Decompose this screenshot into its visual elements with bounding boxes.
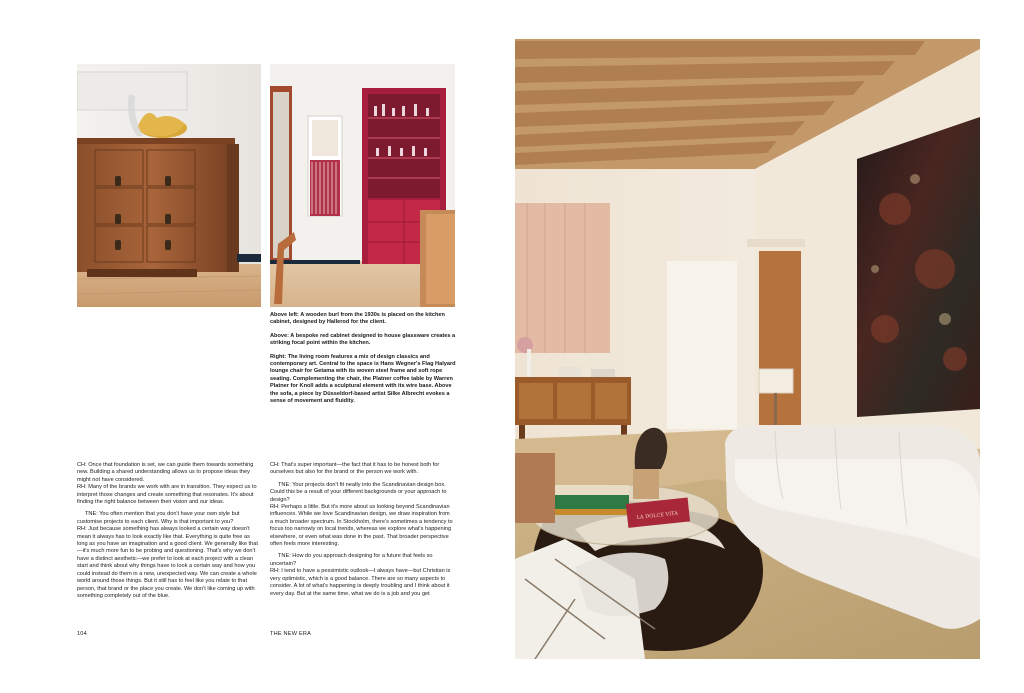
interview-answer: RH: Just because something has always looked a certain way doesn't mean it always has to look exactly like that. Everything is quite free as long as you have an imagination and a good client. We generally like that—it's much more fun to be probing and questioning. That's why we don't have a distinct aesthetic—we prefer to look at each project with a clean start and think about why things have to look a certain way and how you could instead do them in a new, unexpected way. We can create a whole world around those things. But it still has to feel like you relate to that person, that brand or the place you create. We don't like coming up with something completely out of the blue. [77,526,258,599]
book-title-text: LA DOLCE VITA [636,510,679,521]
photo-red-cabinet [270,64,455,307]
interview-answer: RH: Many of the brands we work with are in transition. They expect us to interpret those changes and create something that resonates. It's about finding the right balance between their vision and our ideas. [77,484,257,506]
body-column-2 [270,462,454,598]
interview-answer: CH: That's super important—the fact that it has to be honest both for ourselves but also for the brand or the person we work with. [270,462,440,476]
interview-question: TNE: You often mention that you don't have your own style but customise projects to each client. Why is that important to you? [77,511,240,525]
interview-question: TNE: How do you approach designing for a future that feels so uncertain? [270,553,433,567]
page-number: 104 [77,631,87,637]
interview-answer: RH: Perhaps a little. But it's more about us looking beyond Scandinavian influences. While we love Scandinavian design, we draw inspiration from a much broader spectrum. In Stockholm, there's sometimes a tendency to focus too narrowly on local trends, whereas we explore what's happening elsewhere, or even what was done in the past. That broader perspective often feels more interesting. [270,504,453,548]
photo-wooden-cabinet [77,64,261,307]
photo-living-room [515,39,980,659]
caption-above-left: Above left: A wooden burl from the 1930s is placed on the kitchen cabinet, designed by Hallerod for the client. [270,312,445,326]
interview-answer: RH: I tend to have a pessimistic outlook—I always have—but Christian is very optimistic, which is a good balance. There are so many aspects to consider. A lot of what's happening is deeply troubling and I think about it every day. But at the same time, what we do is a job and you get [270,568,451,597]
interview-question: TNE: Your projects don't fit neatly into the Scandinavian design box. Could this be a result of your different backgrounds or your approach to design? [270,481,447,503]
interview-answer: CH: Once that foundation is set, we can guide them towards something new. Building a shared understanding allows us to propose ideas they might not have considered. [77,462,254,483]
photo-captions [270,312,456,411]
publication-name: THE NEW ERA [270,631,312,637]
caption-right: Right: The living room features a mix of design classics and contemporary art. Central to the space is Hans Wegner's Flag Halyard lounge chair for Getama with its woven steel frame and soft rope seating. Complementing the chair, the Platner coffee table by Warren Platner for Knoll adds a sculptural element with its wire base. Above the sofa, a piece by Düsseldorf-based artist Silke Albrecht evokes a sense of movement and fluidity. [270,353,456,405]
body-column-1 [77,462,261,600]
caption-above: Above: A bespoke red cabinet designed to house glassware creates a striking focal point within the kitchen. [270,332,456,347]
